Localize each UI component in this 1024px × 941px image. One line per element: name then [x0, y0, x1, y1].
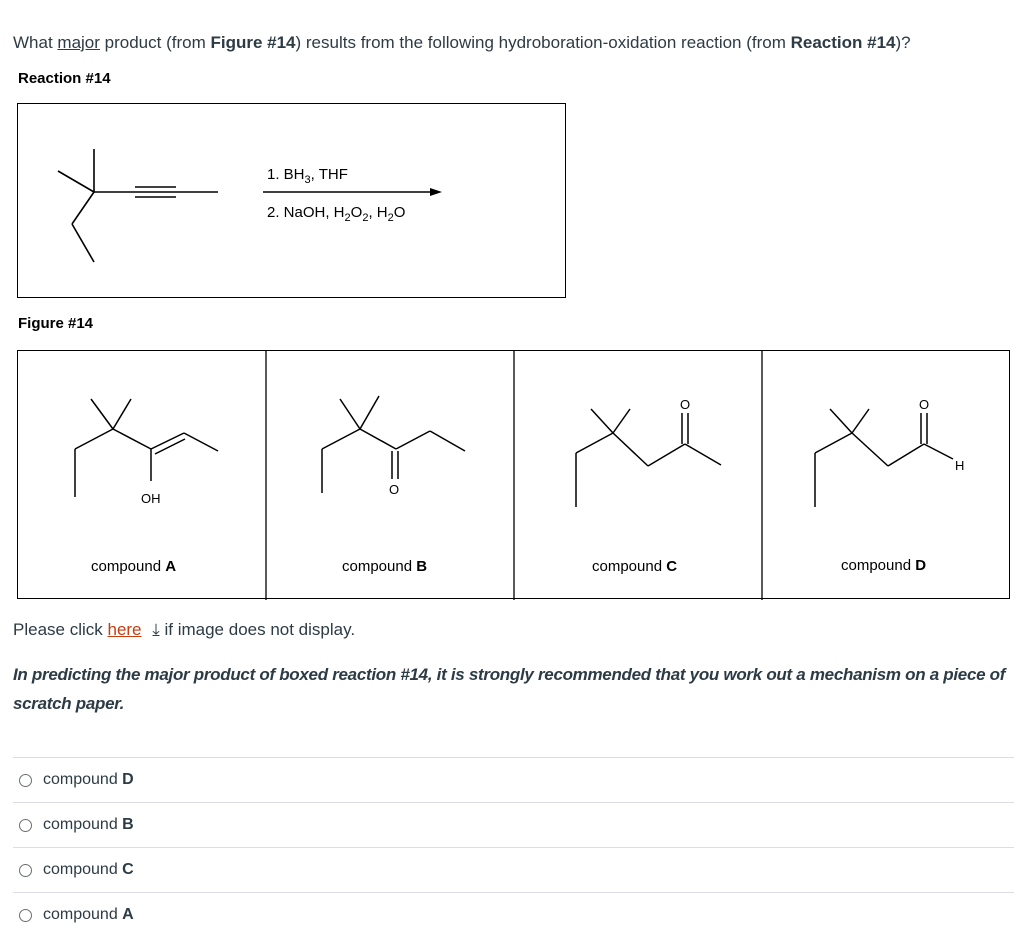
hint-text: In predicting the major product of boxed reaction #14, it is strongly recommended that you work out a mechanism on a piece of scratch paper. — [13, 665, 1006, 713]
compound-b-structure — [322, 396, 465, 493]
compound-b-o-label: O — [389, 482, 400, 497]
answer-list — [13, 757, 1014, 937]
compound-d-o-label: O — [919, 397, 930, 412]
radio-button[interactable] — [19, 909, 32, 922]
image-fallback-note: Please click here ⤓ if image does not display. — [13, 620, 356, 639]
answer-label: compound C — [43, 861, 134, 878]
reaction-label: Reaction #14 — [18, 70, 111, 87]
radio-button[interactable] — [19, 819, 32, 832]
answer-option-c[interactable] — [13, 847, 1014, 892]
compound-a-oh-label: OH — [141, 491, 161, 506]
question-text: What major product (from Figure #14) results from the following hydroboration-oxidation reaction (from Reaction #14)? — [13, 33, 911, 52]
compound-c-structure — [576, 409, 721, 507]
radio-button[interactable] — [19, 864, 32, 877]
answer-option-b[interactable] — [13, 802, 1014, 847]
reaction-box — [17, 103, 566, 298]
figure-box — [17, 350, 1010, 599]
compound-d-structure — [815, 409, 953, 507]
reagent-step1: 1. $BH_3$, THF — [267, 166, 348, 186]
compound-d-h-label: H — [955, 458, 965, 473]
reagent-step2: 2. NaOH, $H_2O_2$, $H_2O$ — [267, 204, 406, 224]
compound-b-caption: compound B — [342, 558, 428, 575]
image-link[interactable]: here — [107, 620, 142, 639]
answer-label: compound B — [43, 816, 134, 833]
download-icon[interactable]: ⤓ — [152, 620, 160, 639]
radio-button[interactable] — [19, 774, 32, 787]
compound-c-caption: compound C — [592, 558, 678, 575]
answer-label: compound A — [43, 906, 134, 923]
compound-a-caption: compound A — [91, 558, 177, 575]
reactant-structure — [18, 104, 567, 299]
answer-label: compound D — [43, 771, 134, 788]
emphasis-major: major — [57, 33, 100, 52]
figure-label: Figure #14 — [18, 315, 94, 332]
compound-d-caption: compound D — [841, 557, 927, 574]
compound-a-structure — [75, 399, 218, 497]
answer-option-a[interactable] — [13, 892, 1014, 937]
compound-c-o-label: O — [680, 397, 691, 412]
answer-option-d[interactable] — [13, 757, 1014, 802]
